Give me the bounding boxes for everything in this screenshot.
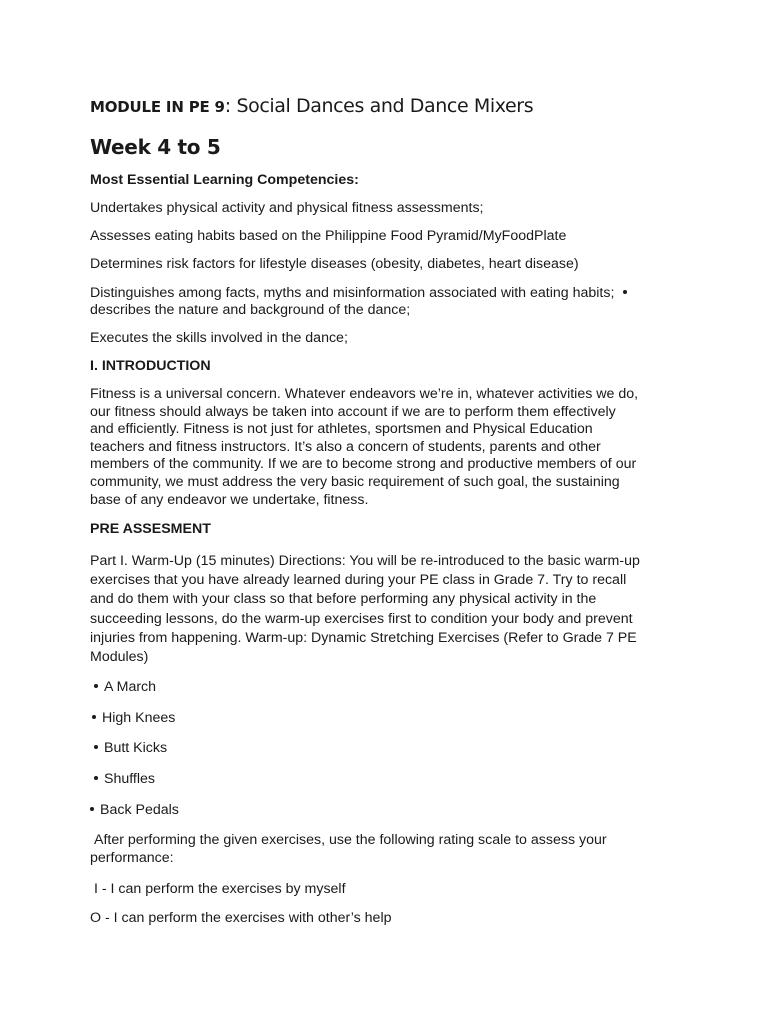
introduction-line: Fitness is a universal concern. Whatever endeavors we’re in, whatever activities we do,: [90, 386, 639, 402]
exercise-label: Back Pedals: [100, 802, 179, 818]
introduction-line: members of the community. If we are to become strong and productive members of our: [90, 456, 637, 473]
exercise-label: Shuffles: [104, 771, 156, 787]
exercise-item: [94, 679, 156, 697]
pre-assessment-heading: PRE ASSESMENT: [90, 521, 211, 537]
exercise-label: A March: [104, 679, 157, 695]
introduction-line: community, we must address the very basic requirement of such goal, the sustaining: [90, 473, 620, 490]
rating-scale-o: O - I can perform the exercises with other’s help: [90, 910, 392, 926]
introduction-line: our fitness should always be taken into account if we are to perform them effectively: [90, 403, 616, 420]
pre-assessment-line: exercises that you have already learned during your PE class in Grade 7. Try to recall: [90, 572, 627, 589]
pre-assessment-line: Modules): [90, 649, 149, 666]
introduction-line: teachers and fitness instructors. It’s also a concern of students, parents and other: [90, 438, 601, 455]
exercise-item: [94, 771, 155, 789]
rating-intro-paragraph: [90, 832, 694, 868]
exercise-label: High Knees: [102, 710, 176, 726]
rating-intro-line: performance:: [90, 849, 174, 866]
introduction-line: and efficiently. Fitness is not just for athletes, sportsmen and Physical Education: [90, 421, 593, 438]
introduction-heading: I. INTRODUCTION: [90, 358, 211, 374]
exercise-label: Butt Kicks: [104, 740, 168, 756]
module-title-prefix: MODULE IN PE 9: [90, 98, 225, 116]
pre-assessment-line: injuries from happening. Warm-up: Dynamic Stretching Exercises (Refer to Grade 7 PE: [90, 629, 637, 646]
competency-item-2: Assesses eating habits based on the Philippine Food Pyramid/MyFoodPlate: [90, 228, 567, 244]
competency-item-4: [90, 285, 633, 303]
introduction-paragraph: [90, 386, 690, 509]
pre-assessment-line: succeeding lessons, do the warm-up exercises first to condition your body and prevent: [90, 610, 633, 627]
week-heading: Week 4 to 5: [90, 135, 221, 159]
exercise-item: [94, 740, 167, 758]
bullet-icon: [94, 684, 98, 688]
rating-intro-line: After performing the given exercises, use the following rating scale to assess your: [94, 832, 607, 848]
competency-item-6: Executes the skills involved in the dance;: [90, 330, 348, 346]
module-title-suffix: : Social Dances and Dance Mixers: [224, 95, 534, 117]
competency-item-5: describes the nature and background of the dance;: [90, 302, 411, 318]
bullet-icon: [94, 745, 98, 749]
exercise-item: [90, 802, 179, 820]
pre-assessment-line: and do them with your class so that before performing any physical activity in the: [90, 591, 597, 608]
pre-assessment-line: Part I. Warm-Up (15 minutes) Directions: You will be re-introduced to the basic warm-up: [90, 553, 640, 569]
bullet-icon: [623, 290, 627, 294]
bullet-icon: [90, 807, 94, 811]
introduction-line: base of any endeavor we undertake, fitness.: [90, 491, 369, 508]
pre-assessment-paragraph: [90, 552, 690, 667]
rating-scale-i: I - I can perform the exercises by myself: [94, 881, 346, 897]
module-title: [90, 95, 533, 117]
bullet-icon: [92, 715, 96, 719]
competency-item-1: Undertakes physical activity and physical fitness assessments;: [90, 200, 484, 216]
exercise-item: [92, 710, 175, 728]
bullet-icon: [94, 776, 98, 780]
competencies-heading: Most Essential Learning Competencies:: [90, 172, 359, 188]
competency-item-3: Determines risk factors for lifestyle diseases (obesity, diabetes, heart disease): [90, 256, 579, 272]
competency-item-4-text: Distinguishes among facts, myths and misinformation associated with eating habits;: [90, 285, 615, 301]
